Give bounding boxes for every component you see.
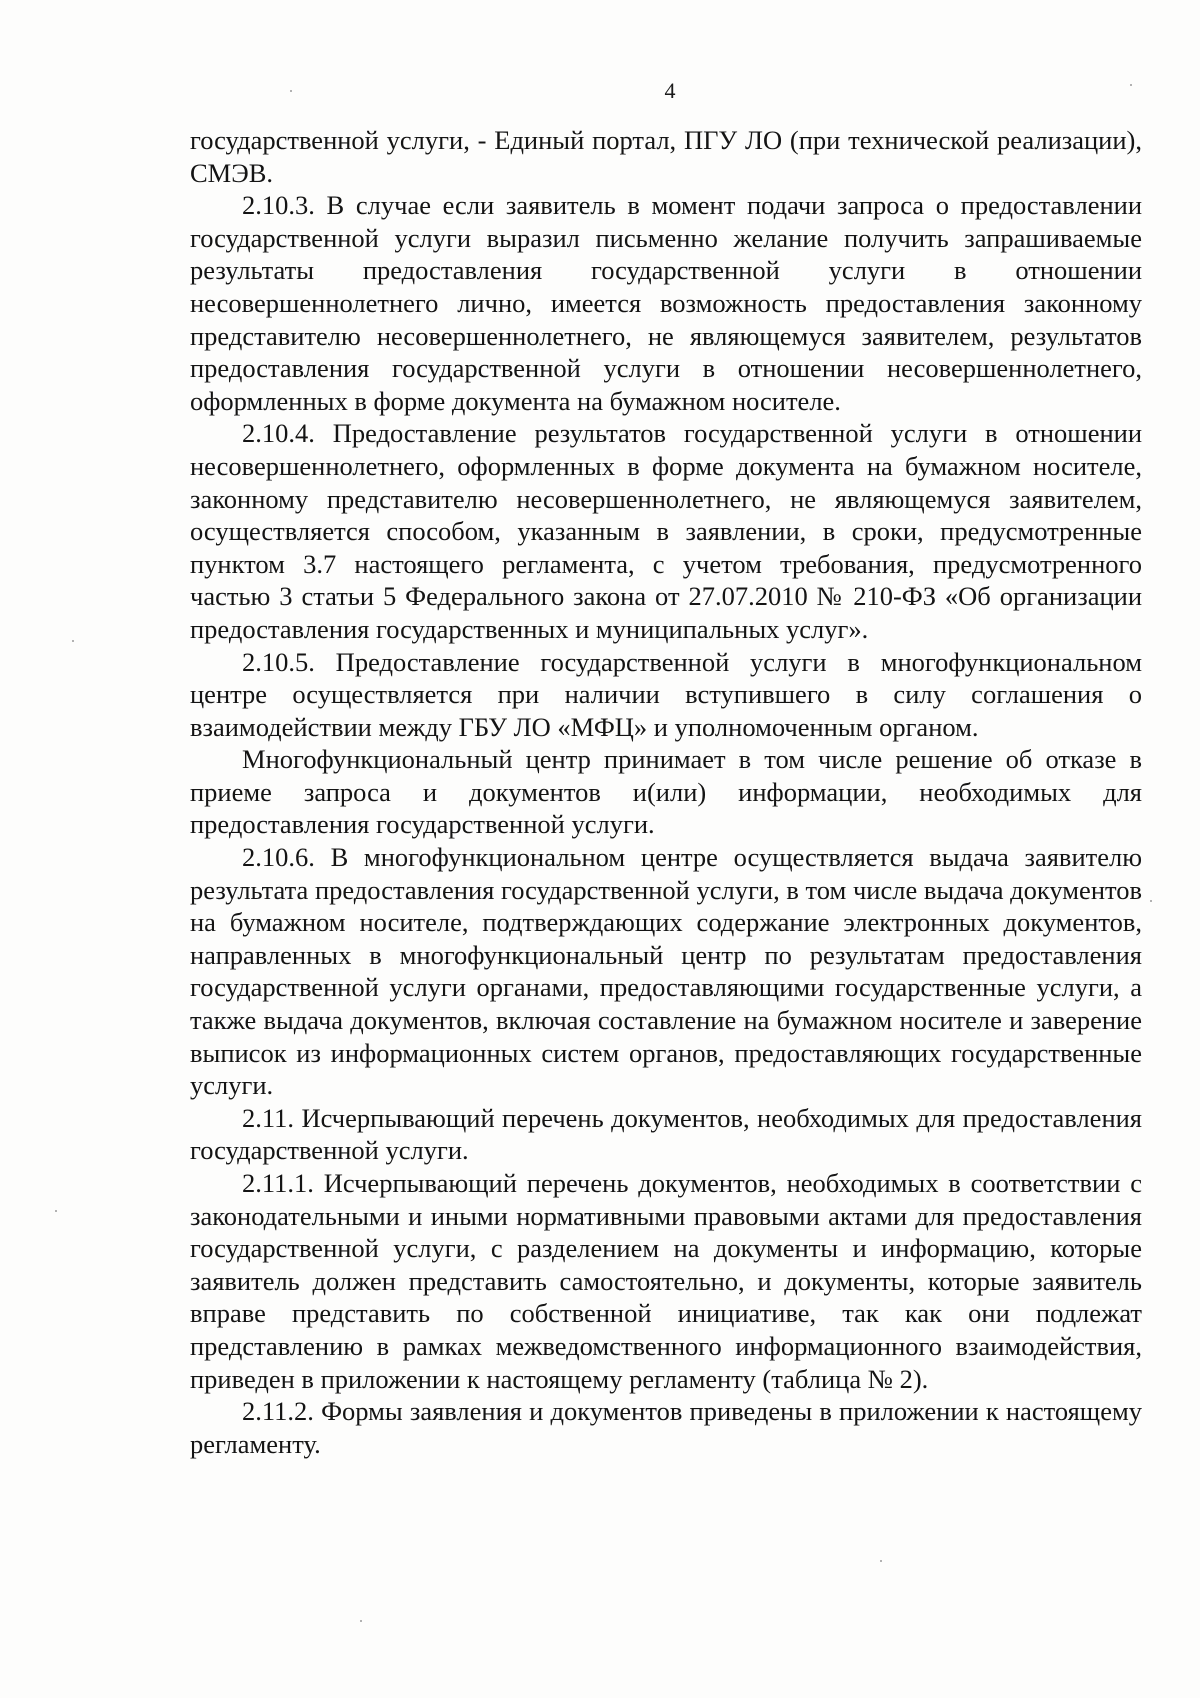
scan-speck <box>72 640 74 642</box>
paragraph-2-11-2: 2.11.2. Формы заявления и документов приведены в приложении к настоящему регламенту. <box>190 1396 1142 1459</box>
paragraph-2-10-6: 2.10.6. В многофункциональном центре осуществляется выдача заявителю результата предоставления государственной услуги, в том числе выдача документов на бумажном носителе, подтверждающих содержание электронных документов, направленных в многофункциональный центр по результатам предоставления государственной услуги органами, предоставляющими государственные услуги, а также выдача документов, включая составление на бумажном носителе и заверение выписок из информационных систем органов, предоставляющих государственные услуги. <box>190 842 1142 1101</box>
page-number: 4 <box>664 78 676 103</box>
paragraph-mfc-decision: Многофункциональный центр принимает в том числе решение об отказе в приеме запроса и документов и(или) информации, необходимых для предоставления государственной услуги. <box>190 744 1142 840</box>
paragraph-2-10-5: 2.10.5. Предоставление государственной услуги в многофункциональном центре осуществляется при наличии вступившего в силу соглашения о взаимодействии между ГБУ ЛО «МФЦ» и уполномоченным органом. <box>190 646 1142 742</box>
paragraph-2-10-3: 2.10.3. В случае если заявитель в момент подачи запроса о предоставлении государственной услуги выразил письменно желание получить запрашиваемые результаты предоставления государственной услуги в отношении несовершеннолетнего лично, имеется возможность предоставления законному представителю несовершеннолетнего, не являющемуся заявителем, результатов предоставления государственной услуги в отношении несовершеннолетнего, оформленных в форме документа на бумажном носителе. <box>190 190 1142 416</box>
paragraph-2-10-4: 2.10.4. Предоставление результатов государственной услуги в отношении несовершеннолетнего, оформленных в форме документа на бумажном носителе, законному представителю несовершеннолетнего, не являющемуся заявителем, осуществляется способом, указанным в заявлении, в сроки, предусмотренные пунктом 3.7 настоящего регламента, с учетом требования, предусмотренного частью 3 статьи 5 Федерального закона от 27.07.2010 № 210-ФЗ «Об организации предоставления государственных и муниципальных услуг». <box>190 418 1142 644</box>
paragraph-2-11: 2.11. Исчерпывающий перечень документов, необходимых для предоставления государственной услуги. <box>190 1102 1142 1166</box>
scan-speck <box>1150 900 1152 902</box>
scan-speck <box>55 1210 57 1212</box>
paragraph-2-11-1: 2.11.1. Исчерпывающий перечень документов, необходимых в соответствии с законодательными и иными нормативными правовыми актами для предоставления государственной услуги, с разделением на документы и информацию, которые заявитель должен представить самостоятельно, и документы, которые заявитель вправе представить по собственной инициативе, так как они подлежат представлению в рамках межведомственного информационного взаимодействия, приведен в приложении к настоящему регламенту (таблица № 2). <box>190 1168 1142 1394</box>
scan-speck <box>880 1560 882 1562</box>
scan-speck <box>1130 84 1132 86</box>
scan-speck <box>290 90 292 92</box>
paragraph-continuation: государственной услуги, - Единый портал, ПГУ ЛО (при технической реализации), СМЭВ. <box>190 125 1142 188</box>
scan-speck <box>360 1620 362 1622</box>
document-body <box>190 124 1142 1460</box>
